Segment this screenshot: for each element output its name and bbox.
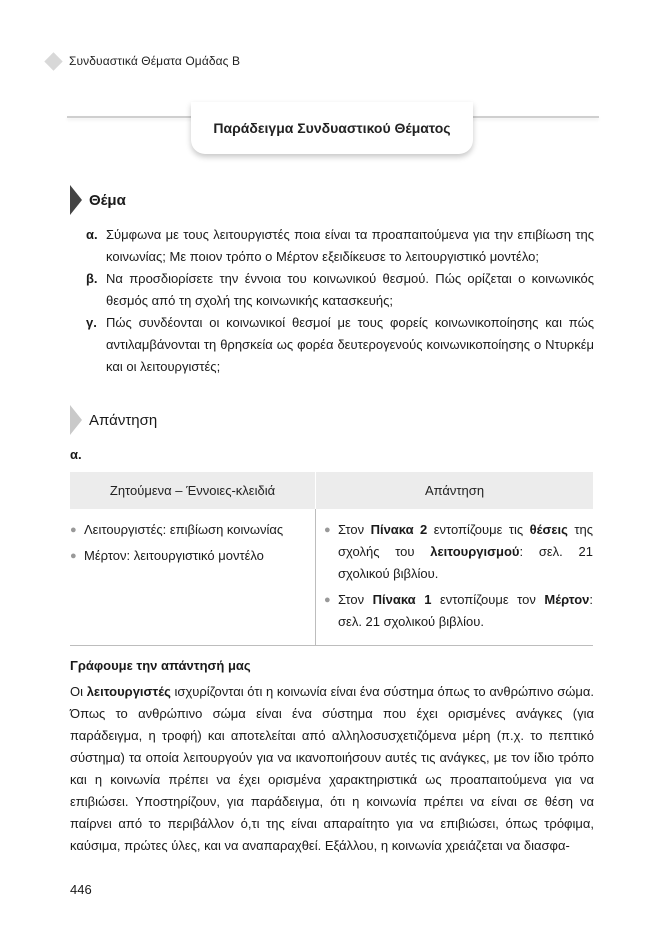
list-item xyxy=(324,519,593,585)
question-text: Σύμφωνα με τους λειτουργιστές ποια είναι τα προαπαιτούμενα για την επιβίωση της κοινωνίας; Με ποιον τρόπο ο Μέρτον εξειδίκευσε το λειτουργιστικό μοντέλο; xyxy=(106,227,594,264)
concept-text: Μέρτον: λειτουργιστικό μοντέλο xyxy=(84,548,264,563)
list-item xyxy=(70,519,311,541)
bullet-icon: ● xyxy=(324,594,331,606)
theme-section-heading xyxy=(70,185,126,215)
answer-heading-label: Απάντηση xyxy=(89,411,158,429)
bullet-icon: ● xyxy=(324,524,331,536)
question-letter: α. xyxy=(86,227,98,242)
header-diamond-icon xyxy=(44,52,62,70)
table-cell-concepts xyxy=(70,509,316,645)
title-box xyxy=(191,102,473,154)
question-item xyxy=(86,312,594,378)
key-concepts-table xyxy=(70,472,593,646)
table-body-row xyxy=(70,509,593,646)
question-item xyxy=(86,224,594,268)
table-cell-answer xyxy=(316,509,593,645)
theme-heading-label: Θέμα xyxy=(89,191,126,209)
section-marker-icon xyxy=(70,405,82,435)
question-letter: β. xyxy=(86,271,98,286)
question-item xyxy=(86,268,594,312)
list-item xyxy=(324,589,593,633)
page-title: Παράδειγμα Συνδυαστικού Θέματος xyxy=(213,120,451,136)
answer-section-heading xyxy=(70,405,157,435)
write-answer-heading: Γράφουμε την απάντησή μας xyxy=(70,658,251,673)
question-list xyxy=(86,224,594,378)
table-header-answer: Απάντηση xyxy=(424,483,485,498)
question-letter: γ. xyxy=(86,315,97,330)
answer-paragraph: Οι λειτουργιστές ισχυρίζονται ότι η κοινωνία είναι ένα σύστημα όπως το ανθρώπινο σώμα. Όπως το ανθρώπινο σώμα είναι ένα σύστημα που έχει ορισμένες ανάγκες (για παράδειγμα, η τροφή) και αποτελείται από αλληλοσυσχετιζόμενα μέρη (π.χ. το πεπτικό σύστημα) τα οποία λειτουργούν για να ικανοποιήσουν αυτές τις ανάγκες, με τον ίδιο τρόπο και η κοινωνία πρέπει να έχει ορισμένα χαρακτηριστικά ως προαπαιτούμενα για να επιβιώσει. Υποστηρίζουν, για παράδειγμα, ότι η κοινωνία πρέπει να είναι σε θέση να παίρνει από το περιβάλλον ό,τι της είναι απαραίτητο για να επιβιώσει, όπως τρόφιμα, καύσιμα, πρώτες ύλες, και να αναπαραχθεί. Εξάλλου, η κοινωνία χρειάζεται να διασφα- xyxy=(70,684,594,853)
answer-bullet-text: Στον Πίνακα 2 εντοπίζουμε τις θέσεις της σχολής του λειτουργισμού: σελ. 21 σχολικού βιβλίου. xyxy=(338,522,593,581)
bullet-icon: ● xyxy=(70,524,77,536)
bullet-icon: ● xyxy=(70,550,77,562)
answer-bullet-text: Στον Πίνακα 1 εντοπίζουμε τον Μέρτον: σελ. 21 σχολικού βιβλίου. xyxy=(338,592,594,629)
list-item xyxy=(70,545,311,567)
question-text: Πώς συνδέονται οι κοινωνικοί θεσμοί με τους φορείς κοινωνικοποίησης και πώς αντιλαμβάνονται τη θρησκεία ως φορέα δευτερογενούς κοινωνικοποίησης ο Ντυρκέμ και οι λειτουργιστές; xyxy=(106,315,594,374)
question-text: Να προσδιορίσετε την έννοια του κοινωνικού θεσμού. Πώς ορίζεται ο κοινωνικός θεσμός από τη σχολή της κοινωνικής κατασκευής; xyxy=(106,271,594,308)
running-header-text: Συνδυαστικά Θέματα Ομάδας Β xyxy=(69,54,241,68)
section-marker-icon xyxy=(70,185,82,215)
concept-text: Λειτουργιστές: επιβίωση κοινωνίας xyxy=(84,522,284,537)
running-header xyxy=(47,53,240,69)
table-header-concepts: Ζητούμενα – Έννοιες-κλειδιά xyxy=(70,472,316,509)
page-number: 446 xyxy=(70,882,92,897)
table-header-row xyxy=(70,472,593,509)
answer-part-label: α. xyxy=(70,447,82,462)
